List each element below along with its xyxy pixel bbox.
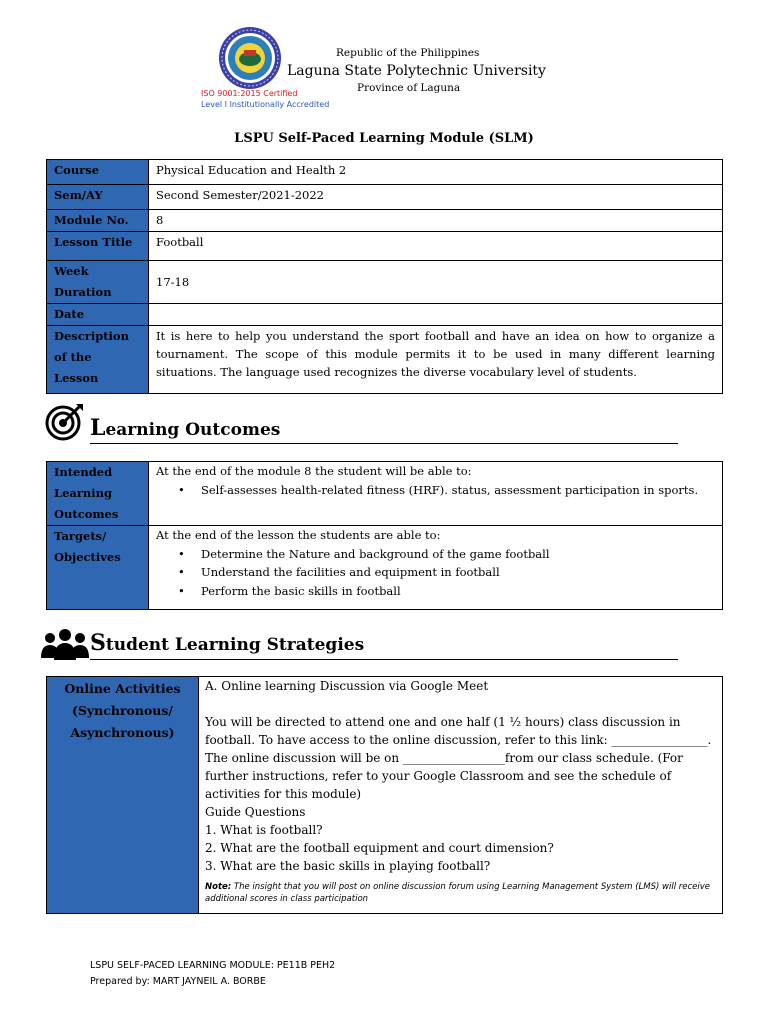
target-icon (43, 402, 87, 442)
heading-rule (90, 443, 678, 444)
footer-prepared-by: Prepared by: MART JAYNEIL A. BORBE (90, 976, 266, 987)
label-line: Learning (54, 486, 113, 500)
heading-initial: S (90, 630, 106, 656)
module-no-value: 8 (149, 210, 723, 232)
guide-questions-heading: Guide Questions (205, 805, 306, 819)
note-body: The insight that you will post on online discussion forum using Learning Management System (LMS) will receive additional scores in class participation (205, 882, 711, 904)
course-info-table (46, 159, 723, 394)
week-duration-label (47, 261, 149, 304)
university-seal-logo (218, 26, 282, 90)
description-label-line: Lesson (54, 371, 99, 385)
module-no-label: Module No. (47, 210, 149, 232)
guide-question: 2. What are the football equipment and court dimension? (205, 841, 554, 855)
label-line: Objectives (54, 550, 121, 564)
description-value: It is here to help you understand the sport football and have an idea on how to organize a tournament. The scope of this module permits it to be used in many different learning situations. The language used recognizes the diverse vocabulary level of students. (149, 326, 723, 394)
label-line: Targets/ (54, 529, 107, 543)
heading-text: earning Outcomes (105, 420, 281, 440)
week-duration-value: 17-18 (149, 261, 723, 304)
week-label-line: Week (54, 264, 89, 278)
ilo-intro: At the end of the module 8 the student will be able to: (156, 464, 472, 478)
guide-question: 3. What are the basic skills in playing football? (205, 859, 491, 873)
table-row (47, 232, 723, 261)
list-item: • Self-assesses health-related fitness (HRF). status, assessment participation in sports. (156, 481, 715, 500)
description-label-line: Description (54, 329, 129, 343)
list-item: • Perform the basic skills in football (156, 582, 715, 601)
note-label: Note: (205, 882, 232, 892)
university-name: Laguna State Polytechnic University (287, 63, 546, 79)
table-row (47, 160, 723, 185)
label-line: Outcomes (54, 507, 119, 521)
online-activities-label (47, 677, 199, 914)
heading-initial: L (90, 415, 106, 441)
table-row (47, 261, 723, 304)
activity-line-a: A. Online learning Discussion via Google Meet (205, 679, 489, 693)
province-text: Province of Laguna (357, 82, 461, 94)
republic-text: Republic of the Philippines (336, 47, 480, 59)
table-row (47, 462, 723, 526)
guide-question: 1. What is football? (205, 823, 323, 837)
lesson-title-label: Lesson Title (47, 232, 149, 261)
label-line: Intended (54, 465, 113, 479)
list-item: • Understand the facilities and equipment in football (156, 563, 715, 582)
table-row (47, 210, 723, 232)
accreditation-text: Level I Institutionally Accredited (201, 100, 330, 109)
strategies-table (46, 676, 723, 914)
heading-rule (90, 659, 678, 660)
duration-label-line: Duration (54, 285, 112, 299)
module-title: LSPU Self-Paced Learning Module (SLM) (234, 131, 534, 146)
activity-paragraph: You will be directed to attend one and one half (1 ½ hours) class discussion in football. To have access to the online discussion, refer to this link: ________________. (205, 715, 712, 747)
label-line: (Synchronous/ (71, 703, 174, 718)
targets-value (149, 526, 723, 610)
iso-certification-text: ISO 9001:2015 Certified (201, 89, 298, 98)
date-label: Date (47, 304, 149, 326)
list-item: • Determine the Nature and background of the game football (156, 545, 715, 564)
course-label: Course (47, 160, 149, 185)
online-activities-value (199, 677, 723, 914)
targets-intro: At the end of the lesson the students are able to: (156, 528, 441, 542)
intended-outcomes-label (47, 462, 149, 526)
label-line: Asynchronous) (70, 725, 175, 740)
footer-module-line: LSPU SELF-PACED LEARNING MODULE: PE11B PEH2 (90, 960, 336, 971)
table-row (47, 677, 723, 914)
sem-value: Second Semester/2021-2022 (149, 185, 723, 210)
label-line: Online Activities (64, 681, 181, 696)
course-value: Physical Education and Health 2 (149, 160, 723, 185)
note-text (205, 881, 716, 905)
description-label (47, 326, 149, 394)
table-row (47, 185, 723, 210)
learning-outcomes-table (46, 461, 723, 610)
learning-outcomes-heading (40, 402, 680, 442)
strategies-heading (40, 624, 680, 664)
lesson-title-value: Football (149, 232, 723, 261)
sem-label: Sem/AY (47, 185, 149, 210)
description-label-line: of the (54, 350, 92, 364)
table-row (47, 326, 723, 394)
page-footer (90, 958, 335, 990)
intended-outcomes-value (149, 462, 723, 526)
people-group-icon (40, 628, 90, 662)
activity-paragraph: The online discussion will be on _________________from our class schedule. (For further instructions, refer to your Google Classroom and see the schedule of activities for this module) (205, 751, 683, 801)
table-row (47, 304, 723, 326)
table-row (47, 526, 723, 610)
date-value (149, 304, 723, 326)
heading-text: tudent Learning Strategies (105, 635, 365, 655)
targets-label (47, 526, 149, 610)
